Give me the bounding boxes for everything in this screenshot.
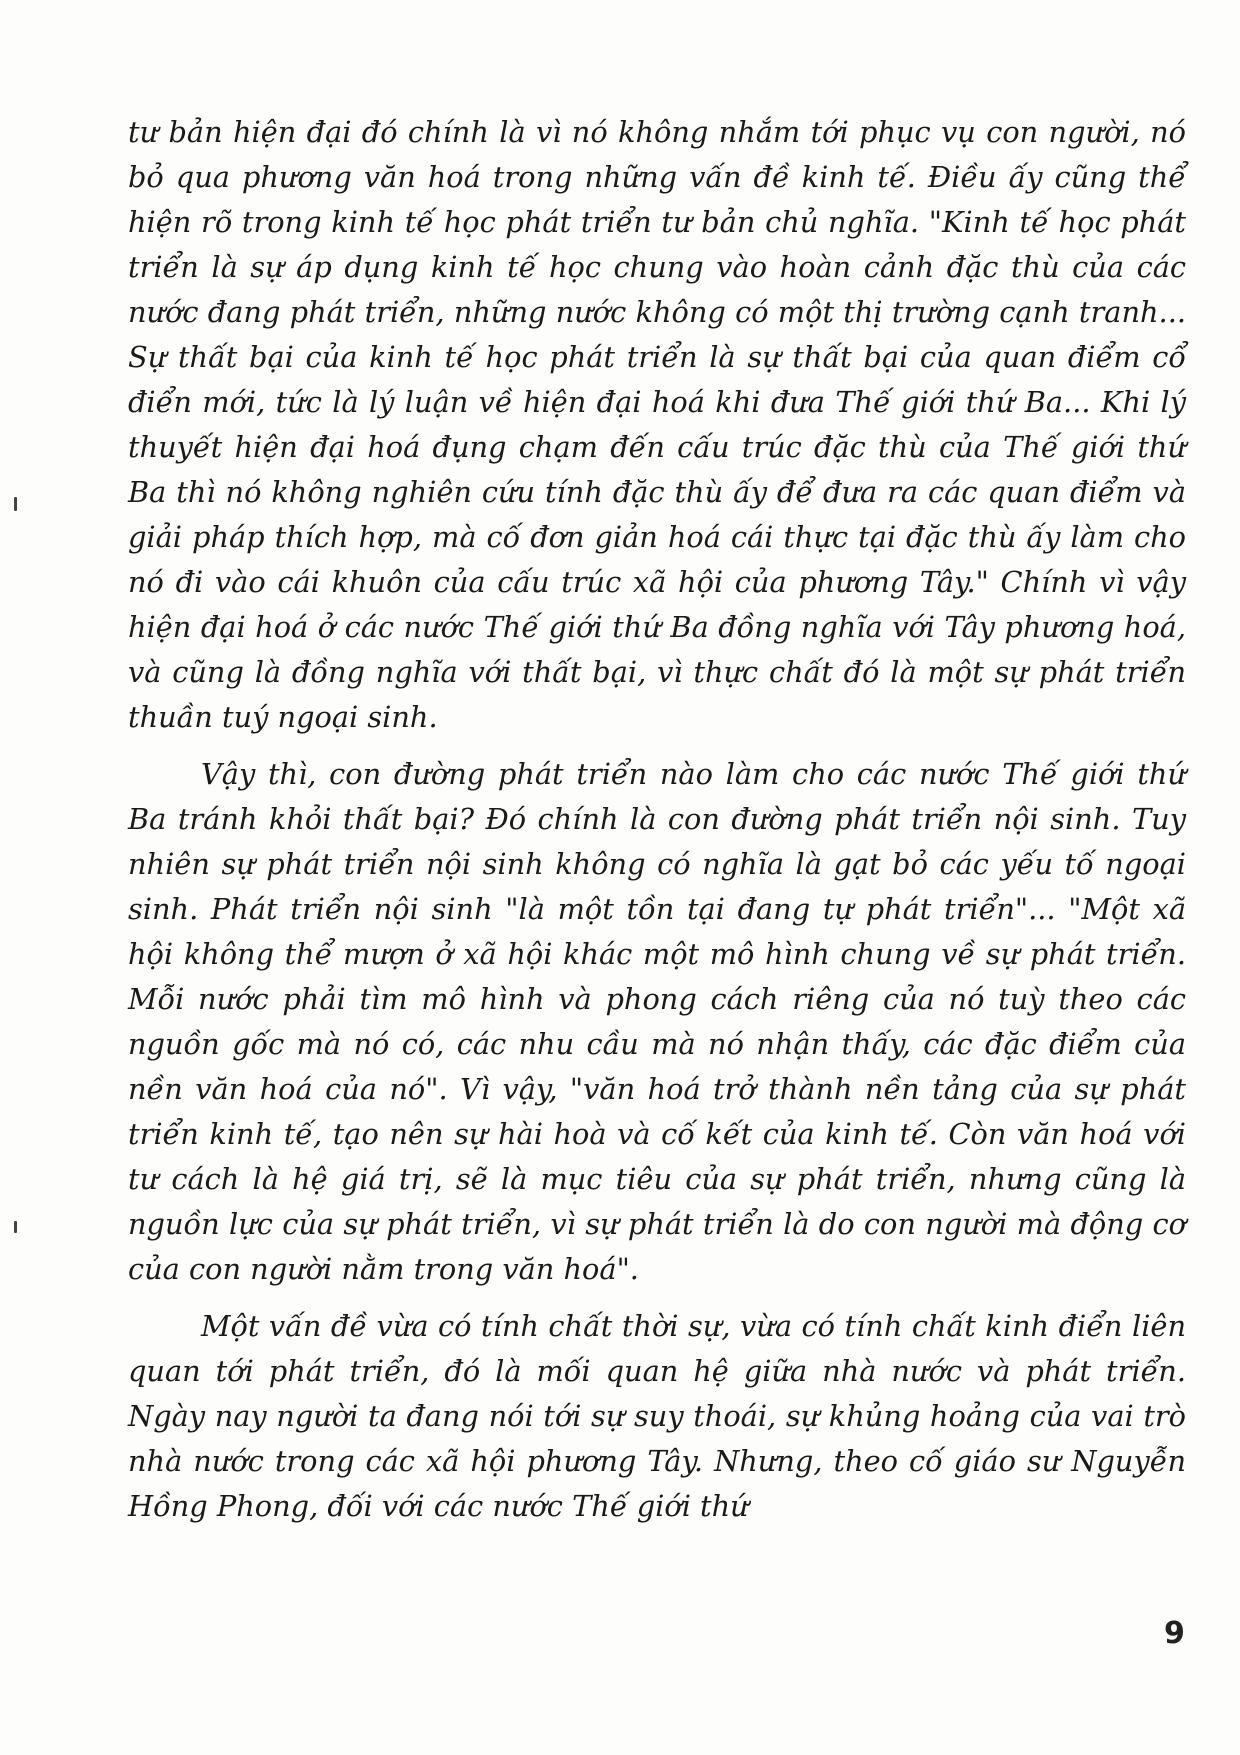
scan-mark-top — [14, 497, 17, 511]
paragraph-1: tư bản hiện đại đó chính là vì nó không nhắm tới phục vụ con người, nó bỏ qua phương văn hoá trong những vấn đề kinh tế. Điều ấy cũng thể hiện rõ trong kinh tế học phát triển tư bản chủ nghĩa. "Kinh tế học phát triển là sự áp dụng kinh tế học chung vào hoàn cảnh đặc thù của các nước đang phát triển, những nước không có một thị trường cạnh tranh... Sự thất bại của kinh tế học phát triển là sự thất bại của quan điểm cổ điển mới, tức là lý luận về hiện đại hoá khi đưa Thế giới thứ Ba... Khi lý thuyết hiện đại hoá đụng chạm đến cấu trúc đặc thù của Thế giới thứ Ba thì nó không nghiên cứu tính đặc thù ấy để đưa ra các quan điểm và giải pháp thích hợp, mà cố đơn giản hoá cái thực tại đặc thù ấy làm cho nó đi vào cái khuôn của cấu trúc xã hội của phương Tây." Chính vì vậy hiện đại hoá ở các nước Thế giới thứ Ba đồng nghĩa với Tây phương hoá, và cũng là đồng nghĩa với thất bại, vì thực chất đó là một sự phát triển thuần tuý ngoại sinh. — [128, 115, 1186, 734]
paragraph-3: Một vấn đề vừa có tính chất thời sự, vừa có tính chất kinh điển liên quan tới phát triển, đó là mối quan hệ giữa nhà nước và phát triển. Ngày nay người ta đang nói tới sự suy thoái, sự khủng hoảng của vai trò nhà nước trong các xã hội phương Tây. Nhưng, theo cố giáo sư Nguyễn Hồng Phong, đối với các nước Thế giới thứ — [128, 1309, 1186, 1523]
scan-mark-bottom — [14, 1221, 17, 1233]
page-number: 9 — [1164, 1616, 1185, 1651]
page-body — [128, 110, 1186, 1529]
paragraph-2: Vậy thì, con đường phát triển nào làm cho các nước Thế giới thứ Ba tránh khỏi thất bại? Đó chính là con đường phát triển nội sinh. Tuy nhiên sự phát triển nội sinh không có nghĩa là gạt bỏ các yếu tố ngoại sinh. Phát triển nội sinh "là một tồn tại đang tự phát triển"... "Một xã hội không thể mượn ở xã hội khác một mô hình chung về sự phát triển. Mỗi nước phải tìm mô hình và phong cách riêng của nó tuỳ theo các nguồn gốc mà nó có, các nhu cầu mà nó nhận thấy, các đặc điểm của nền văn hoá của nó". Vì vậy, "văn hoá trở thành nền tảng của sự phát triển kinh tế, tạo nên sự hài hoà và cố kết của kinh tế. Còn văn hoá với tư cách là hệ giá trị, sẽ là mục tiêu của sự phát triển, nhưng cũng là nguồn lực của sự phát triển, vì sự phát triển là do con người mà động cơ của con người nằm trong văn hoá". — [128, 757, 1186, 1286]
